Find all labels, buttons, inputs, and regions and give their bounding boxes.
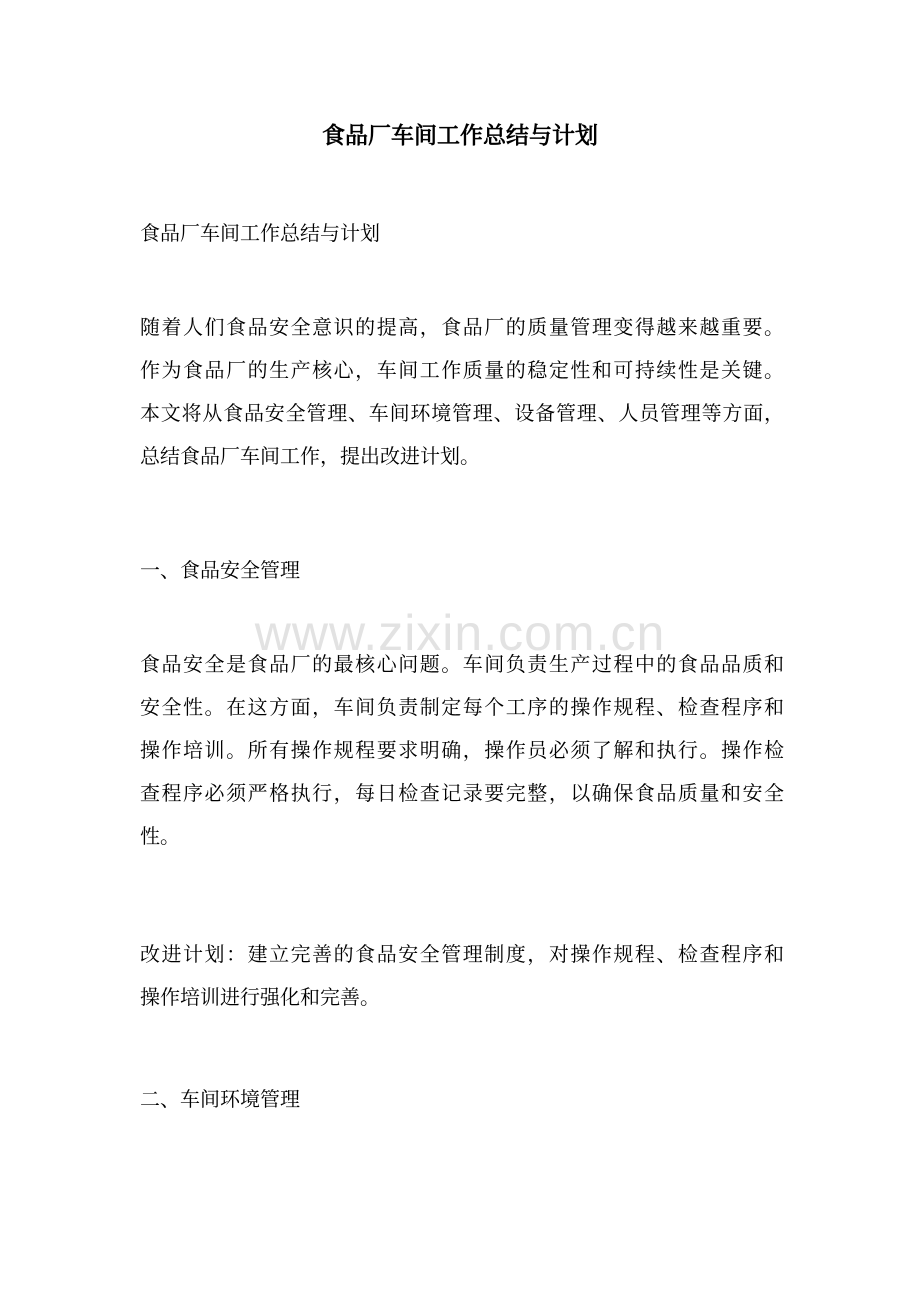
subtitle-line: 食品厂车间工作总结与计划: [140, 221, 380, 245]
document-subtitle: [140, 212, 784, 255]
paragraph-line: 操作培训进行强化和完善。: [140, 985, 380, 1009]
paragraph-line: 改进计划：建立完善的食品安全管理制度，对操作规程、检查程序和: [140, 942, 784, 966]
paragraph-line: 本文将从食品安全管理、车间环境管理、设备管理、人员管理等方面，: [140, 401, 784, 425]
paragraph-line: 作为食品厂的生产核心，车间工作质量的稳定性和可持续性是关键。: [140, 358, 784, 382]
heading-line: 一、食品安全管理: [140, 558, 300, 582]
paragraph-line: 安全性。在这方面，车间负责制定每个工序的操作规程、检查程序和: [140, 695, 784, 719]
improvement-plan-paragraph: [140, 933, 784, 1019]
section-heading-food-safety: [140, 549, 784, 592]
paragraph-line: 总结食品厂车间工作，提出改进计划。: [140, 444, 480, 468]
paragraph-line: 性。: [140, 824, 180, 848]
food-safety-paragraph: [140, 643, 784, 858]
section-heading-workshop-environment: [140, 1078, 784, 1121]
intro-paragraph: [140, 306, 784, 478]
paragraph-line: 食品安全是食品厂的最核心问题。车间负责生产过程中的食品品质和: [140, 652, 784, 676]
paragraph-line: 随着人们食品安全意识的提高，食品厂的质量管理变得越来越重要。: [140, 315, 784, 339]
heading-line: 二、车间环境管理: [140, 1087, 300, 1111]
paragraph-line: 查程序必须严格执行，每日检查记录要完整，以确保食品质量和安全: [140, 781, 784, 805]
watermark: www.zixin.com.cn: [254, 605, 666, 661]
document-title: 食品厂车间工作总结与计划: [322, 122, 598, 149]
paragraph-line: 操作培训。所有操作规程要求明确，操作员必须了解和执行。操作检: [140, 738, 784, 762]
